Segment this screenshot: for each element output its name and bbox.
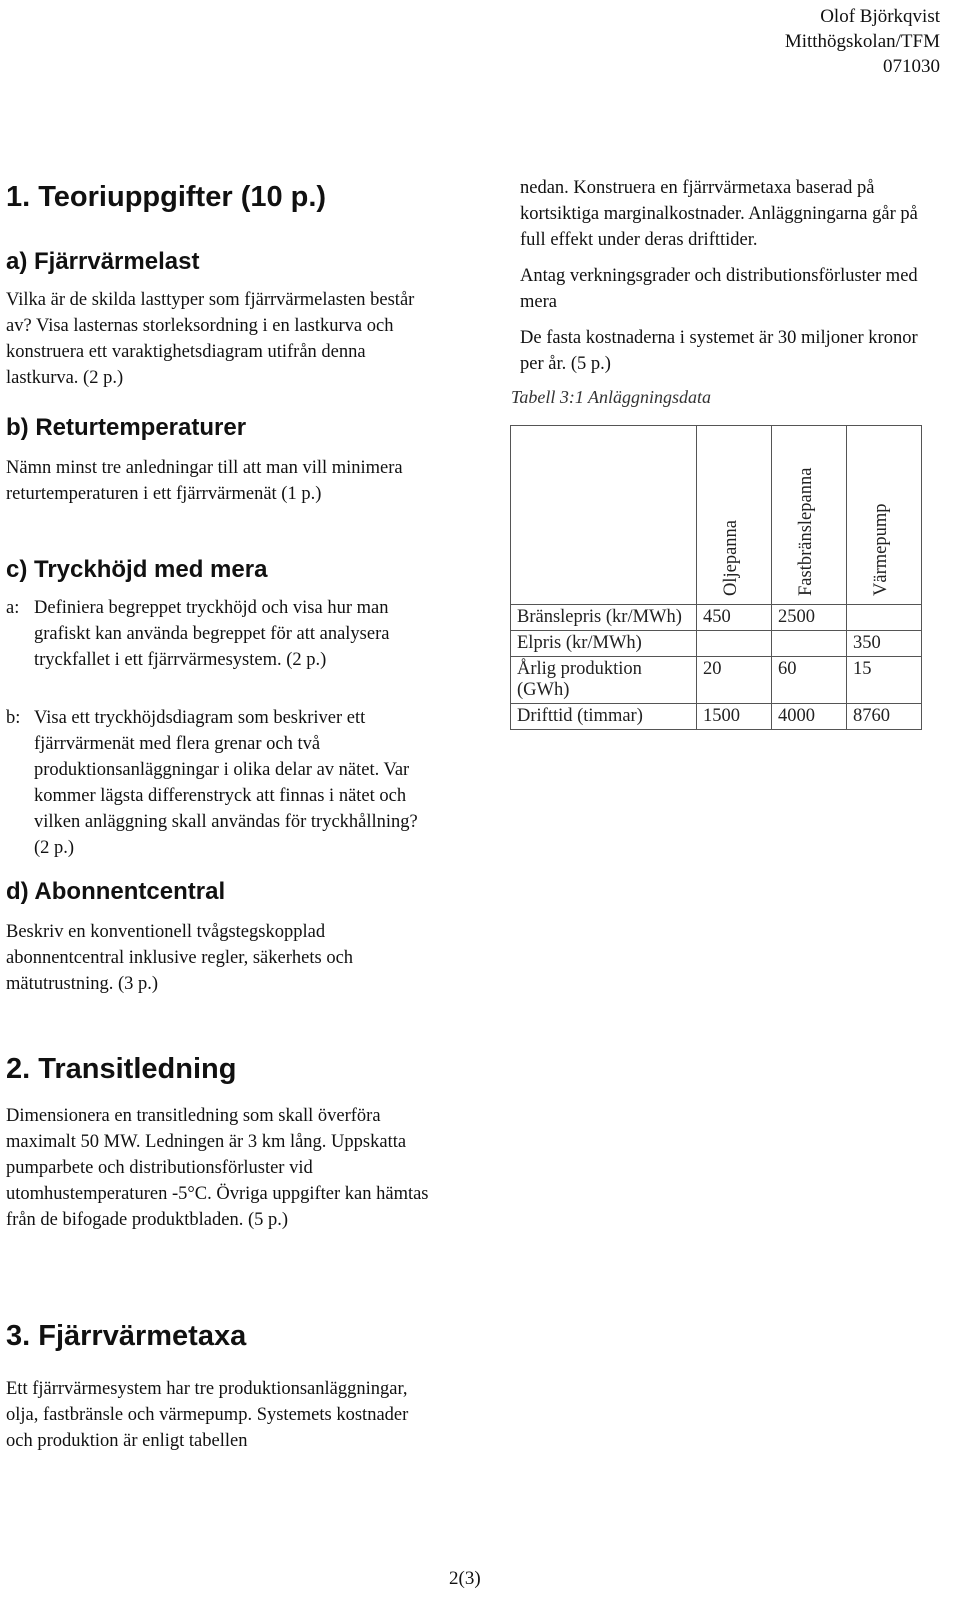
table-header-row	[511, 426, 922, 605]
heading-b: b) Returtemperaturer	[6, 414, 247, 441]
text-a: Vilka är de skilda lasttyper som fjärrvärmelasten består av? Visa lasternas storleksordning i en lastkurva och konstruera ett varaktighetsdiagram utifrån denna lastkurva. (2 p.)	[6, 290, 415, 388]
page-number: 2(3)	[449, 1568, 481, 1589]
row-label: Bränslepris (kr/MWh)	[511, 605, 697, 631]
item-text: Definiera begreppet tryckhöjd och visa hur man grafiskt kan använda begreppet för att analysera tryckfallet i ett fjärrvärmesystem. (2 p.)	[34, 598, 390, 670]
text-b: Nämn minst tre anledningar till att man vill minimera returtemperaturen i ett fjärrvärmenät (1 p.)	[6, 458, 403, 504]
table-row	[511, 657, 922, 704]
table-cell: 15	[846, 657, 921, 704]
table-cell: 450	[696, 605, 771, 631]
table-cell: 60	[771, 657, 846, 704]
column-header: Värmepump	[846, 426, 921, 605]
table-cell: 20	[696, 657, 771, 704]
section-2-title: 2. Transitledning	[6, 1053, 237, 1085]
plant-data-table	[510, 425, 922, 730]
right-paragraph-3: De fasta kostnaderna i systemet är 30 miljoner kronor per år. (5 p.)	[520, 328, 918, 374]
right-paragraph-2: Antag verkningsgrader och distributionsförluster med mera	[520, 266, 918, 312]
section-1-title: 1. Teoriuppgifter (10 p.)	[6, 181, 327, 213]
heading-a: a) Fjärrvärmelast	[6, 248, 200, 275]
text-d: Beskriv en konventionell tvågstegskopplad abonnentcentral inklusive regler, säkerhets och mätutrustning. (3 p.)	[6, 922, 354, 994]
heading-d: d) Abonnentcentral	[6, 878, 226, 905]
text-section-2: Dimensionera en transitledning som skall överföra maximalt 50 MW. Ledningen är 3 km lång. Uppskatta pumparbete och distributionsförluster vid utomhustemperaturen -5°C. Övriga uppgifter kan hämtas från de bifogade produktbladen. (5 p.)	[6, 1106, 429, 1230]
item-label: b:	[6, 708, 21, 728]
table-cell: 2500	[771, 605, 846, 631]
table-corner-cell	[511, 426, 697, 605]
column-header: Fastbränslepanna	[771, 426, 846, 605]
table-row	[511, 704, 922, 730]
table-row	[511, 631, 922, 657]
table-cell	[696, 631, 771, 657]
row-label: Drifttid (timmar)	[511, 704, 697, 730]
table-cell: 4000	[771, 704, 846, 730]
table-cell	[846, 605, 921, 631]
table-caption: Tabell 3:1 Anläggningsdata	[511, 387, 712, 407]
table-cell: 8760	[846, 704, 921, 730]
item-text: Visa ett tryckhöjdsdiagram som beskriver ett fjärrvärmenät med flera grenar och två produktionsanläggningar i olika delar av nätet. Var kommer lägsta differenstryck att finnas i nätet och vilken anläggning skall användas för tryckhållning? (2 p.)	[34, 708, 418, 858]
section-3-title: 3. Fjärrvärmetaxa	[6, 1320, 247, 1352]
row-label: Årlig produktion (GWh)	[511, 657, 697, 704]
institution: Mitthögskolan/TFM	[784, 31, 940, 52]
table-row	[511, 605, 922, 631]
document-date: 071030	[883, 56, 940, 77]
text-section-3: Ett fjärrvärmesystem har tre produktionsanläggningar, olja, fastbränsle och värmepump. Systemets kostnader och produktion är enligt tabellen	[6, 1379, 409, 1451]
table-cell: 350	[846, 631, 921, 657]
column-header: Oljepanna	[696, 426, 771, 605]
table-cell: 1500	[696, 704, 771, 730]
page-header	[785, 4, 940, 79]
author-name: Olof Björkqvist	[820, 6, 940, 27]
item-label: a:	[6, 598, 20, 618]
table-cell	[771, 631, 846, 657]
heading-c: c) Tryckhöjd med mera	[6, 556, 268, 583]
right-paragraph-1: nedan. Konstruera en fjärrvärmetaxa baserad på kortsiktiga marginalkostnader. Anläggningarna går på full effekt under deras drifttider.	[520, 178, 918, 250]
row-label: Elpris (kr/MWh)	[511, 631, 697, 657]
